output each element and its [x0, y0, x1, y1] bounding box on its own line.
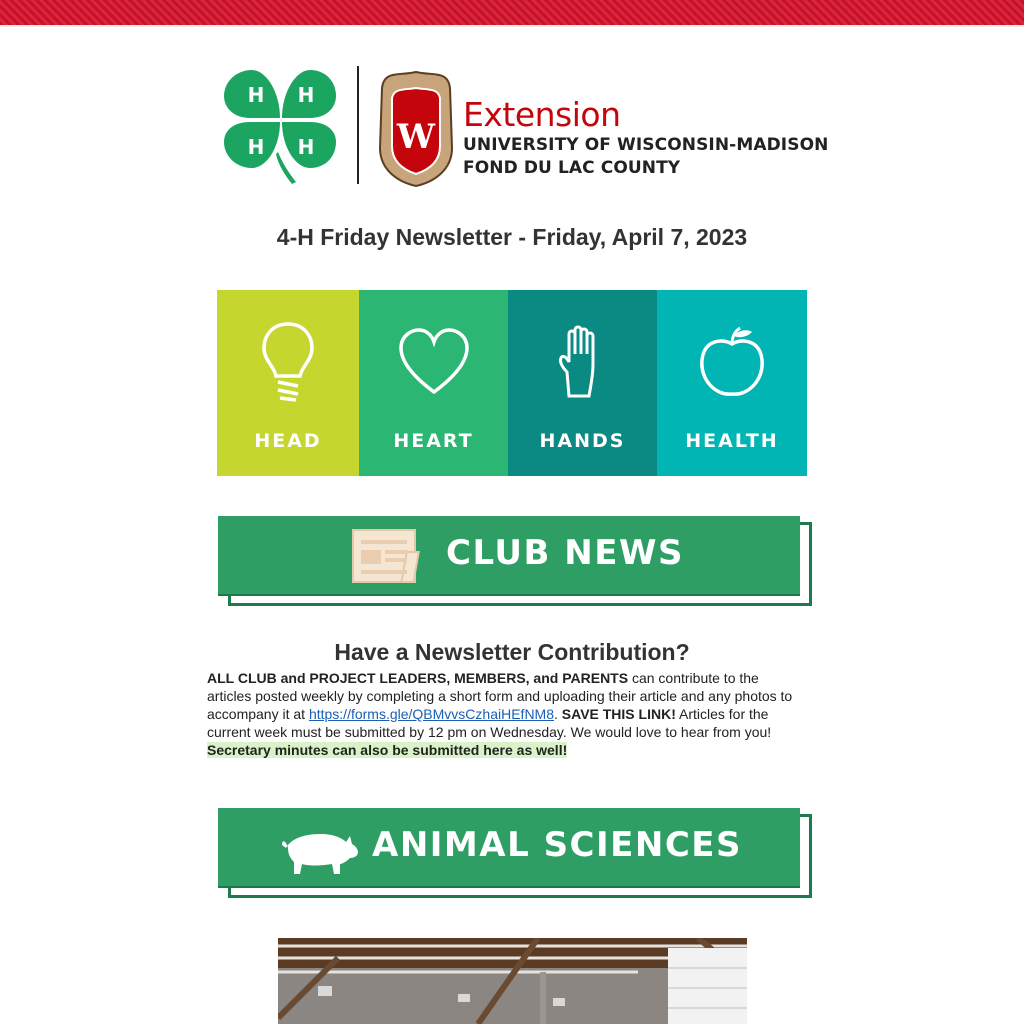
clover-letter: H: [247, 135, 265, 159]
pillar-label: HEAD: [254, 430, 322, 452]
pillar-label: HEART: [393, 430, 474, 452]
contribution-heading: Have a Newsletter Contribution?: [334, 639, 690, 665]
club-news-banner: [218, 516, 810, 604]
contribution-text: [207, 669, 807, 759]
banner-label: CLUB NEWS: [446, 533, 684, 573]
pillar-label: HANDS: [539, 430, 626, 452]
barn-photo-illustration: [278, 938, 747, 1024]
pillar-heart: [359, 290, 508, 476]
county-name: FOND DU LAC COUNTY: [463, 158, 681, 178]
body-text: Articles for the current week must be submitted by 12 pm on Wednesday. We would love to hear from you!: [207, 706, 772, 740]
top-band-edge: [0, 25, 1024, 27]
four-h-pillars-banner: [217, 290, 807, 476]
clover-letter: H: [247, 83, 265, 107]
pillar-label: HEALTH: [685, 430, 779, 452]
highlighted-note: Secretary minutes can also be submitted here as well!: [207, 742, 568, 758]
heart-icon: [397, 326, 471, 398]
logo-divider: [357, 66, 359, 184]
newsletter-title: 4-H Friday Newsletter - Friday, April 7, 2023: [276, 224, 748, 250]
animal-sciences-banner: [218, 808, 810, 896]
pillar-hands: [508, 290, 657, 476]
hand-icon: [557, 324, 609, 398]
newspaper-icon: [351, 528, 425, 584]
banner-label: ANIMAL SCIENCES: [372, 825, 743, 865]
top-red-band: [0, 0, 1024, 25]
extension-wordmark: Extension: [463, 95, 621, 134]
four-h-clover-icon: [224, 70, 336, 184]
pig-icon: [280, 830, 360, 876]
barn-interior-photo: [278, 938, 747, 1024]
clover-letter: H: [297, 135, 315, 159]
university-name: UNIVERSITY OF WISCONSIN-MADISON: [463, 135, 829, 155]
uw-crest-icon: [380, 72, 452, 186]
clover-letter: H: [297, 83, 315, 107]
form-link[interactable]: https://forms.gle/QBMvvsCzhaiHEfNM8: [308, 706, 554, 722]
pillar-health: [657, 290, 807, 476]
apple-icon: [698, 326, 766, 400]
pillar-head: [217, 290, 359, 476]
lead-bold-text: ALL CLUB and PROJECT LEADERS, MEMBERS, and PARENTS: [207, 670, 629, 686]
lightbulb-icon: [258, 320, 318, 404]
body-text: can contribute to the articles posted weekly by completing a short form and uploading their article and any photos to accompany it at: [207, 670, 793, 722]
body-text: .: [554, 706, 562, 722]
save-link-bold: SAVE THIS LINK!: [561, 706, 676, 722]
crest-letter: W: [396, 117, 436, 157]
